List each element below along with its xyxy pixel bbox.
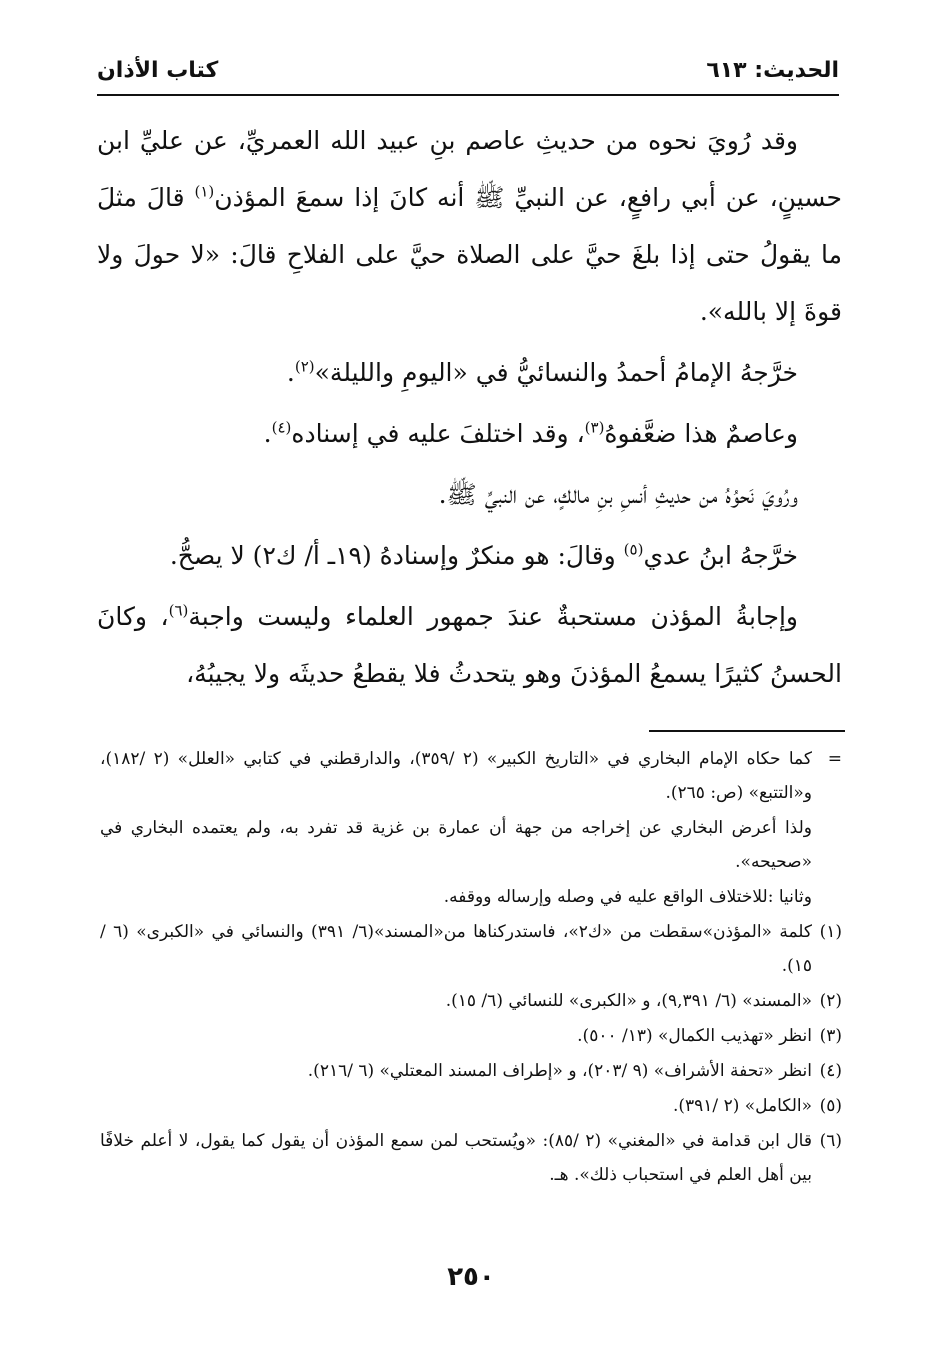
footnote-marker: (٢) <box>819 991 842 1011</box>
footnote-text: قال ابن قدامة في «المغني» (٢ /٨٥): «ويُستحب لمن سمع المؤذن أن يقول كما يقول، لا أعلم خلافًا بين أهل العلم في استحباب ذلك». هـ. <box>100 1131 812 1185</box>
footnote-ref-2: (٢) <box>294 357 315 376</box>
paragraph-3 <box>97 405 842 462</box>
footnote-separator <box>649 730 845 732</box>
footnote-text: انظر «تحفة الأشراف» (٩ /٢٠٣)، و «إطراف المسند المعتلي» (٦ /٢١٦). <box>307 1061 812 1081</box>
footnote-marker: (٣) <box>819 1026 842 1046</box>
paragraph-1-tail: قالَ مثلَ ما يقولُ حتى إذا بلغَ حيَّ على الصلاة حيَّ على الفلاحِ قالَ: «لا حولَ ولا قوةَ إلا بالله». <box>97 183 842 326</box>
paragraph-1 <box>97 112 842 340</box>
footnote-2 <box>100 984 842 1018</box>
running-header <box>97 54 839 96</box>
footnote-text: «المسند» (٦/ ٩,٣٩١)، و «الكبرى» للنسائي (٦/ ١٥). <box>445 991 812 1011</box>
footnote-5 <box>100 1089 842 1123</box>
paragraph-2-tail: . <box>286 358 295 387</box>
footnote-ref-6: (٦) <box>168 601 189 620</box>
paragraph-5 <box>97 527 842 584</box>
paragraph-6-tail: ، وكانَ الحسنُ كثيرًا يسمعُ المؤذنَ وهو يتحدثُ فلا يقطعُ حديثَه ولا يجيبُهُ، <box>97 602 842 688</box>
paragraph-4: ورُويَ نَحوُهُ من حديثِ أنسِ بنِ مالكٍ، عن النبيِّ ﷺ. <box>438 480 798 509</box>
footnote-continuation-2: ولذا أعرض البخاري عن إخراجه من جهة أن عمارة بن غزية قد تفرد به، ولم يعتمده البخاري في «صحيحه». <box>100 818 812 872</box>
footnote-ref-4: (٤) <box>271 418 292 437</box>
footnote-marker: (٥) <box>819 1096 842 1116</box>
continuation-marker: = <box>827 749 842 769</box>
footnote-marker: (٤) <box>819 1061 842 1081</box>
footnote-3 <box>100 1019 842 1053</box>
paragraph-6 <box>97 588 842 702</box>
footnote-ref-3: (٣) <box>584 418 605 437</box>
footnote-1 <box>100 915 842 983</box>
footnote-ref-1: (١) <box>194 182 215 201</box>
footnote-text: انظر «تهذيب الكمال» (١٣/ ٥٠٠). <box>577 1026 812 1046</box>
paragraph-3-tail: . <box>263 419 272 448</box>
footnote-marker: (١) <box>819 922 842 942</box>
paragraph-2-text: خرَّجهُ الإمامُ أحمدُ والنسائيُّ في «اليومِ والليلة» <box>314 358 798 387</box>
paragraph-1-text: وقد رُويَ نحوه من حديثِ عاصم بنِ عبيد الله العمريِّ، عن عليِّ ابن حسينٍ، عن أبي رافعٍ، عن النبيِّ ﷺ أنه كانَ إذا سمعَ المؤذن <box>97 126 842 212</box>
paragraph-2 <box>97 344 842 401</box>
footnote-ref-5: (٥) <box>623 540 644 559</box>
book-chapter-title: كتاب الأذان <box>97 58 219 83</box>
footnote-continuation <box>100 742 842 810</box>
paragraph-3-text: وعاصمٌ هذا ضعَّفوهُ <box>604 419 798 448</box>
footnote-4 <box>100 1054 842 1088</box>
paragraph-6-text: وإجابةُ المؤذن مستحبةٌ عندَ جمهور العلماء وليست واجبة <box>188 602 799 631</box>
footnote-text: كلمة «المؤذن»سقطت من «ك٢»، فاستدركناها من«المسند»(٦/ ٣٩١) والنسائي في «الكبرى» (٦ /١٥). <box>100 922 812 976</box>
paragraph-3-mid: ، وقد اختلفَ عليه في إسناده <box>291 419 585 448</box>
footnote-continuation-3: وثانيا :للاختلاف الواقع عليه في وصله وإرساله ووقفه. <box>443 887 812 907</box>
footnotes <box>100 742 842 1193</box>
footnote-6 <box>100 1124 842 1192</box>
hadith-number-title: الحديث: ٦١٣ <box>706 58 839 83</box>
footnote-marker: (٦) <box>819 1131 842 1151</box>
page-number: ٢٥٠ <box>447 1262 495 1292</box>
footnote-text: «الكامل» (٢ /٣٩١). <box>672 1096 812 1116</box>
paragraph-5-text: خرَّجهُ ابنُ عدي <box>643 541 798 570</box>
paragraph-5-tail: وقالَ: هو منكرٌ وإسنادهُ (١٩ـ أ/ ك٢) لا يصحُّ. <box>169 541 624 570</box>
footnote-continuation-text: كما حكاه الإمام البخاري في «التاريخ الكبير» (٢ /٣٥٩)، والدارقطني في كتابي «العلل» (٢ /١٨٢)، و«التتبع» (ص: ٢٦٥). <box>100 749 812 803</box>
main-text <box>97 112 842 702</box>
